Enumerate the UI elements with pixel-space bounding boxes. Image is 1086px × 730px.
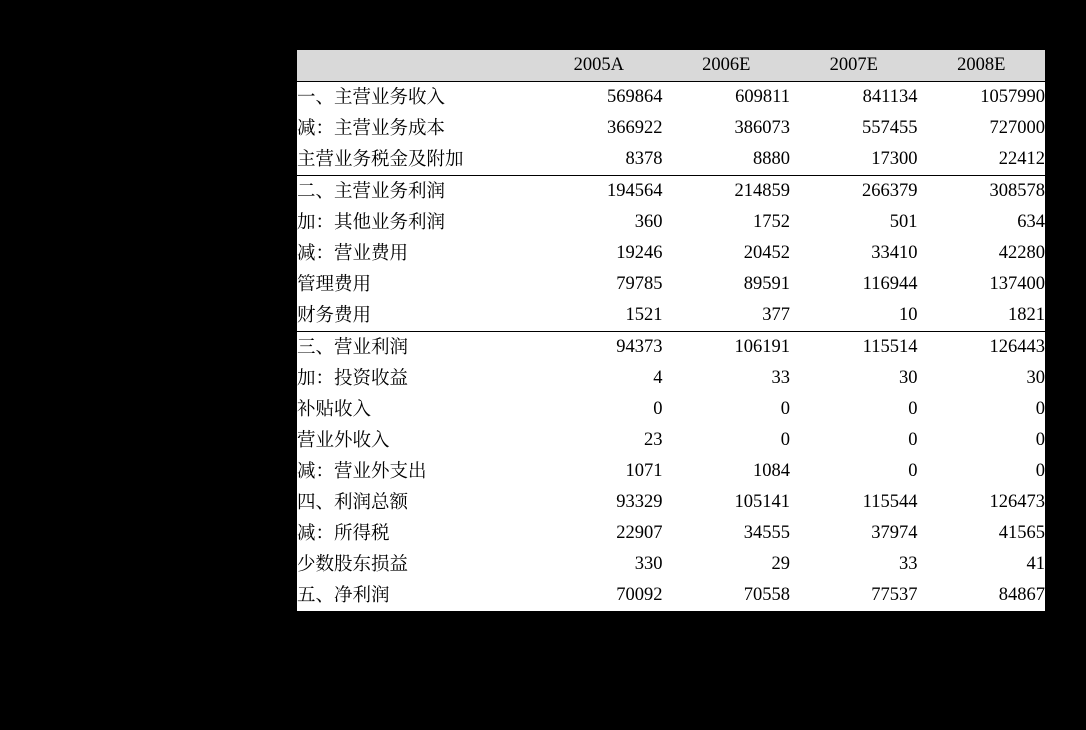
row-label: 减：营业费用 <box>297 238 535 269</box>
row-value-2007e: 841134 <box>790 82 918 114</box>
row-value-2005a: 8378 <box>535 144 663 176</box>
row-label: 二、主营业务利润 <box>297 176 535 208</box>
row-value-2007e: 501 <box>790 207 918 238</box>
row-label: 五、净利润 <box>297 580 535 612</box>
row-label: 少数股东损益 <box>297 549 535 580</box>
row-value-2007e: 30 <box>790 363 918 394</box>
table-row <box>297 363 1045 394</box>
row-label: 管理费用 <box>297 269 535 300</box>
row-value-2008e: 1821 <box>918 300 1046 332</box>
row-value-2008e: 0 <box>918 456 1046 487</box>
table-row <box>297 425 1045 456</box>
table-row <box>297 549 1045 580</box>
row-value-2008e: 308578 <box>918 176 1046 208</box>
row-value-2005a: 330 <box>535 549 663 580</box>
row-value-2008e: 727000 <box>918 113 1046 144</box>
row-label: 三、营业利润 <box>297 332 535 364</box>
table-row <box>297 518 1045 549</box>
row-value-2006e: 8880 <box>663 144 791 176</box>
financial-statement-table <box>297 48 1045 613</box>
table-row <box>297 207 1045 238</box>
row-value-2006e: 0 <box>663 394 791 425</box>
table-header <box>297 49 1045 82</box>
table-row <box>297 238 1045 269</box>
row-label: 营业外收入 <box>297 425 535 456</box>
row-value-2006e: 0 <box>663 425 791 456</box>
row-value-2007e: 0 <box>790 394 918 425</box>
table-row <box>297 176 1045 208</box>
row-value-2007e: 33 <box>790 549 918 580</box>
table-row <box>297 456 1045 487</box>
row-value-2006e: 70558 <box>663 580 791 612</box>
table-row <box>297 487 1045 518</box>
table-body <box>297 82 1045 613</box>
column-header-2008e: 2008E <box>918 49 1046 82</box>
table-row <box>297 144 1045 176</box>
row-label: 减：所得税 <box>297 518 535 549</box>
table-row <box>297 113 1045 144</box>
row-value-2008e: 0 <box>918 394 1046 425</box>
row-label: 四、利润总额 <box>297 487 535 518</box>
table-row <box>297 300 1045 332</box>
row-value-2006e: 609811 <box>663 82 791 114</box>
row-value-2008e: 126473 <box>918 487 1046 518</box>
row-value-2008e: 0 <box>918 425 1046 456</box>
row-label: 加：其他业务利润 <box>297 207 535 238</box>
row-value-2007e: 115544 <box>790 487 918 518</box>
row-label: 主营业务税金及附加 <box>297 144 535 176</box>
row-value-2005a: 23 <box>535 425 663 456</box>
row-value-2007e: 33410 <box>790 238 918 269</box>
row-value-2005a: 366922 <box>535 113 663 144</box>
row-value-2005a: 79785 <box>535 269 663 300</box>
row-value-2005a: 22907 <box>535 518 663 549</box>
row-value-2005a: 94373 <box>535 332 663 364</box>
row-value-2007e: 77537 <box>790 580 918 612</box>
row-value-2006e: 386073 <box>663 113 791 144</box>
row-value-2005a: 0 <box>535 394 663 425</box>
row-value-2006e: 377 <box>663 300 791 332</box>
row-value-2006e: 106191 <box>663 332 791 364</box>
row-value-2008e: 41 <box>918 549 1046 580</box>
row-value-2008e: 41565 <box>918 518 1046 549</box>
row-value-2007e: 266379 <box>790 176 918 208</box>
table-row <box>297 580 1045 612</box>
row-value-2007e: 0 <box>790 456 918 487</box>
row-value-2008e: 30 <box>918 363 1046 394</box>
table-row <box>297 269 1045 300</box>
row-value-2008e: 634 <box>918 207 1046 238</box>
row-value-2005a: 4 <box>535 363 663 394</box>
row-label: 减：主营业务成本 <box>297 113 535 144</box>
row-value-2005a: 194564 <box>535 176 663 208</box>
row-value-2008e: 22412 <box>918 144 1046 176</box>
row-label: 一、主营业务收入 <box>297 82 535 114</box>
row-value-2005a: 93329 <box>535 487 663 518</box>
row-value-2005a: 1071 <box>535 456 663 487</box>
row-value-2007e: 17300 <box>790 144 918 176</box>
column-header-2005a: 2005A <box>535 49 663 82</box>
row-value-2006e: 33 <box>663 363 791 394</box>
row-value-2006e: 29 <box>663 549 791 580</box>
row-label: 财务费用 <box>297 300 535 332</box>
row-value-2008e: 137400 <box>918 269 1046 300</box>
row-value-2006e: 1084 <box>663 456 791 487</box>
row-value-2008e: 84867 <box>918 580 1046 612</box>
table-row <box>297 394 1045 425</box>
row-value-2007e: 116944 <box>790 269 918 300</box>
row-value-2008e: 1057990 <box>918 82 1046 114</box>
row-value-2007e: 115514 <box>790 332 918 364</box>
row-value-2006e: 89591 <box>663 269 791 300</box>
row-value-2006e: 214859 <box>663 176 791 208</box>
financial-table-container <box>297 48 1045 613</box>
column-header-2006e: 2006E <box>663 49 791 82</box>
row-value-2005a: 1521 <box>535 300 663 332</box>
row-value-2005a: 70092 <box>535 580 663 612</box>
row-value-2005a: 19246 <box>535 238 663 269</box>
row-value-2005a: 360 <box>535 207 663 238</box>
row-label: 加：投资收益 <box>297 363 535 394</box>
row-value-2006e: 34555 <box>663 518 791 549</box>
row-value-2008e: 42280 <box>918 238 1046 269</box>
row-label: 减：营业外支出 <box>297 456 535 487</box>
column-header-2007e: 2007E <box>790 49 918 82</box>
table-row <box>297 82 1045 114</box>
row-label: 补贴收入 <box>297 394 535 425</box>
row-value-2005a: 569864 <box>535 82 663 114</box>
row-value-2007e: 10 <box>790 300 918 332</box>
table-row <box>297 332 1045 364</box>
row-value-2008e: 126443 <box>918 332 1046 364</box>
row-value-2006e: 1752 <box>663 207 791 238</box>
row-value-2007e: 37974 <box>790 518 918 549</box>
row-value-2007e: 0 <box>790 425 918 456</box>
row-value-2006e: 105141 <box>663 487 791 518</box>
table-header-row <box>297 49 1045 82</box>
row-value-2006e: 20452 <box>663 238 791 269</box>
row-value-2007e: 557455 <box>790 113 918 144</box>
column-header-label <box>297 49 535 82</box>
